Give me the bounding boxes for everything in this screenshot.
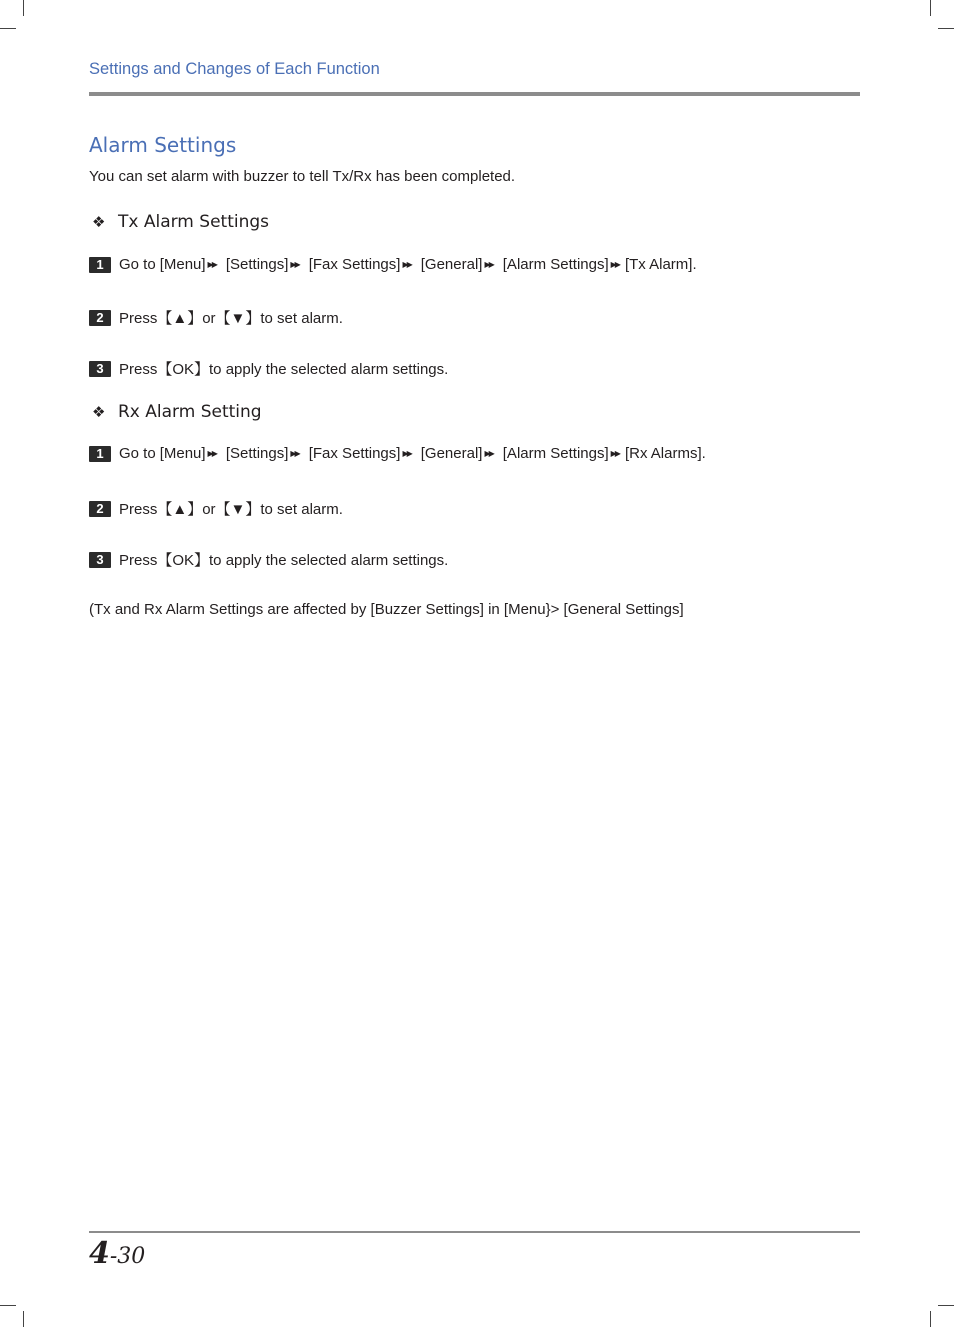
crumb-fax-settings: [Fax Settings] <box>308 445 401 462</box>
step-number: 3 <box>89 361 111 377</box>
step-text: Press【▲】or【▼】to set alarm. <box>119 310 343 327</box>
crop-mark <box>930 0 931 16</box>
crop-mark <box>938 28 954 29</box>
step-prefix: Go to <box>119 445 156 462</box>
step-number: 2 <box>89 501 111 517</box>
diamond-bullet-icon: ❖ <box>92 403 106 421</box>
crumb-menu: [Menu] <box>159 445 206 462</box>
double-arrow-icon: ▶▶ <box>290 260 299 269</box>
step-number: 2 <box>89 310 111 326</box>
double-arrow-icon: ▶▶ <box>402 449 411 458</box>
section-intro: You can set alarm with buzzer to tell Tx/Rx has been completed. <box>89 168 516 185</box>
tx-step-1 <box>89 256 697 273</box>
rx-step-3 <box>89 549 448 570</box>
footer-rule <box>89 1231 860 1233</box>
diamond-bullet-icon: ❖ <box>92 213 106 231</box>
crumb-fax-settings: [Fax Settings] <box>308 256 401 273</box>
crop-mark <box>0 1305 16 1306</box>
rx-title-text: Rx Alarm Setting <box>118 402 262 422</box>
step-number: 1 <box>89 257 111 273</box>
rx-step-1 <box>89 445 706 462</box>
crop-mark <box>23 1311 24 1327</box>
step-number: 1 <box>89 446 111 462</box>
step-number: 3 <box>89 552 111 568</box>
double-arrow-icon: ▶▶ <box>290 449 299 458</box>
double-arrow-icon: ▶▶ <box>484 449 493 458</box>
chapter-number: 4 <box>89 1236 110 1271</box>
step-text: Press【OK】to apply the selected alarm settings. <box>119 552 449 569</box>
rx-step-2 <box>89 498 343 519</box>
double-arrow-icon: ▶▶ <box>484 260 493 269</box>
menu-path <box>160 256 697 273</box>
crop-mark <box>23 0 24 16</box>
crop-mark <box>0 28 16 29</box>
tx-subsection-title <box>92 212 269 232</box>
running-header: Settings and Changes of Each Function <box>89 60 380 78</box>
double-arrow-icon: ▶▶ <box>402 260 411 269</box>
double-arrow-icon: ▶▶ <box>207 260 216 269</box>
crumb-alarm-settings: [Alarm Settings] <box>502 256 609 273</box>
rx-subsection-title <box>92 402 262 422</box>
page-suffix: -30 <box>109 1244 146 1269</box>
crumb-settings: [Settings] <box>225 256 289 273</box>
section-title: Alarm Settings <box>89 133 237 157</box>
crop-mark <box>938 1305 954 1306</box>
tx-step-3 <box>89 358 448 379</box>
tx-title-text: Tx Alarm Settings <box>118 212 269 232</box>
double-arrow-icon: ▶▶ <box>610 260 619 269</box>
crumb-rx-alarms: [Rx Alarms]. <box>624 445 706 462</box>
tx-step-2 <box>89 307 343 328</box>
footnote: (Tx and Rx Alarm Settings are affected by [Buzzer Settings] in [Menu}> [General Settings] <box>89 601 684 618</box>
crumb-menu: [Menu] <box>159 256 206 273</box>
crumb-tx-alarm: [Tx Alarm]. <box>624 256 697 273</box>
step-text: Press【OK】to apply the selected alarm settings. <box>119 361 449 378</box>
step-text: Press【▲】or【▼】to set alarm. <box>119 501 343 518</box>
step-prefix: Go to <box>119 256 156 273</box>
crumb-alarm-settings: [Alarm Settings] <box>502 445 609 462</box>
header-rule <box>89 92 860 96</box>
crumb-general: [General] <box>420 445 483 462</box>
crop-mark <box>930 1311 931 1327</box>
double-arrow-icon: ▶▶ <box>207 449 216 458</box>
double-arrow-icon: ▶▶ <box>610 449 619 458</box>
crumb-general: [General] <box>420 256 483 273</box>
menu-path <box>160 445 706 462</box>
crumb-settings: [Settings] <box>225 445 289 462</box>
page-number <box>89 1236 145 1271</box>
